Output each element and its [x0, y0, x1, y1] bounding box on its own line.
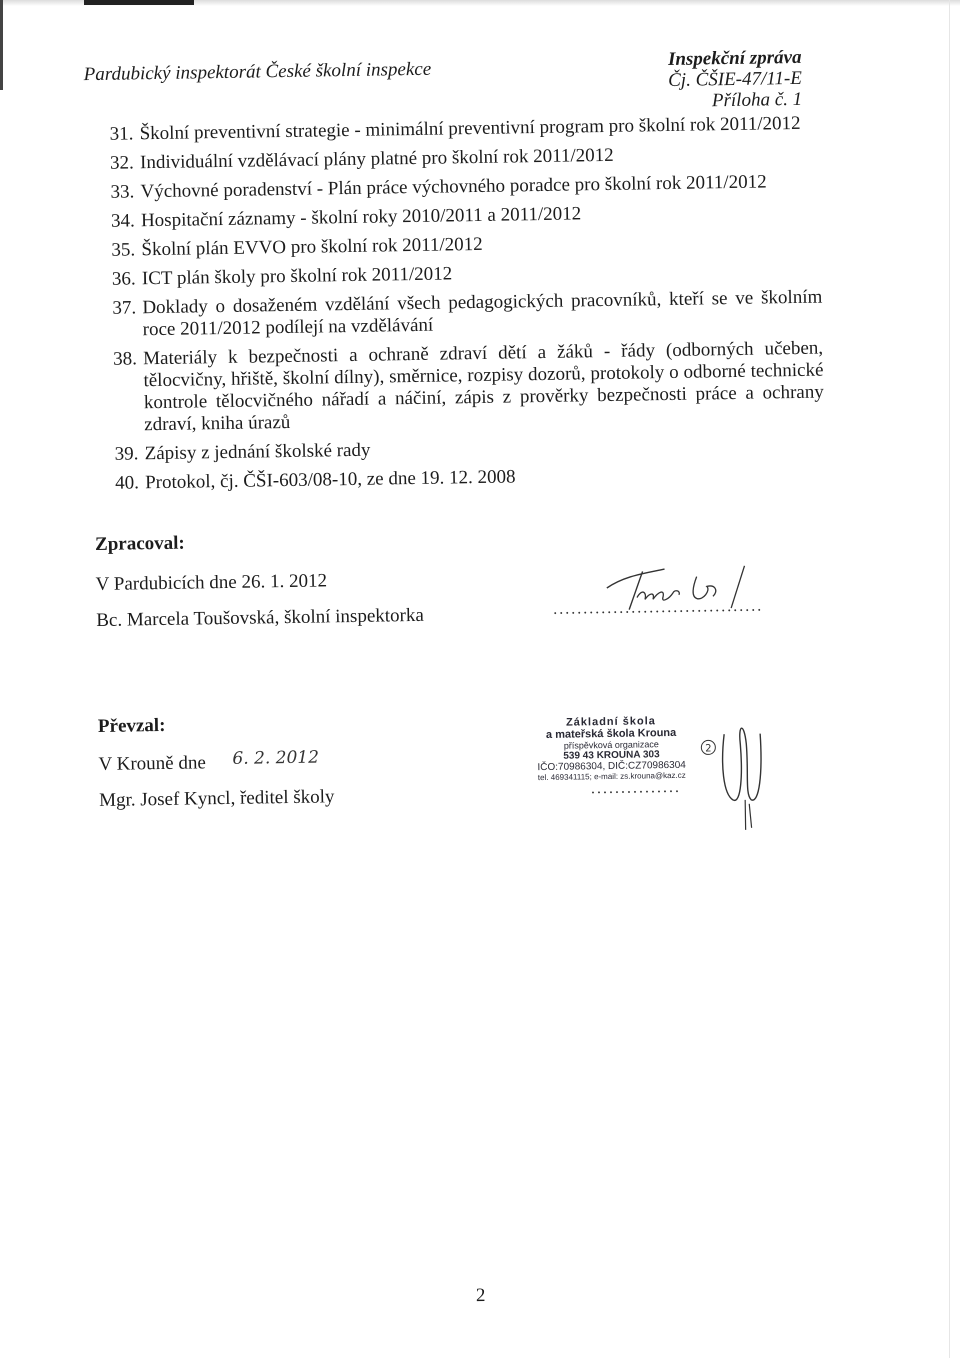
stamp-line: tel. 469341115; e-mail: zs.krouna@kaz.cz — [537, 770, 686, 783]
school-stamp — [507, 714, 716, 782]
stamp-line: a mateřská škola Krouna — [545, 726, 677, 741]
received-name: Mgr. Josef Kyncl, ředitel školy — [98, 786, 335, 812]
stamp-line: IČO:70986304, DIČ:CZ70986304 — [537, 759, 686, 774]
received-heading: Převzal: — [97, 714, 166, 738]
item-text: ICT plán školy pro školní rok 2011/2012 — [141, 263, 453, 290]
item-text: Zápisy z jednání školské rady — [144, 439, 371, 465]
prepared-place-date: V Pardubicích dne 26. 1. 2012 — [95, 570, 328, 596]
list-item — [115, 462, 825, 495]
svg-text:2: 2 — [705, 743, 712, 755]
annex-label: Příloha č. 1 — [711, 88, 803, 112]
list-item — [112, 258, 822, 291]
received-place-label: V Krouně dne — [98, 752, 206, 776]
item-number: 33. — [110, 181, 135, 203]
stamp-line: 539 43 KROUNA 303 — [563, 749, 660, 762]
prepared-heading: Zpracoval: — [94, 532, 185, 556]
page-number: 2 — [475, 1285, 486, 1307]
doc-title: Inspekční zpráva — [667, 46, 802, 70]
list-item — [111, 229, 821, 262]
item-number: 37. — [112, 297, 137, 319]
annex-list — [109, 113, 825, 502]
header-right — [668, 47, 803, 112]
stamp-line: příspěvková organizace — [563, 739, 659, 751]
item-number: 34. — [110, 210, 135, 232]
item-text: Doklady o dosaženém vzdělání všech pedagogických pracovníků, kteří se ve školním roce 2011/2012 podílejí na vzdělávání — [142, 286, 823, 341]
item-number: 40. — [114, 472, 140, 494]
list-item — [113, 338, 824, 437]
prepared-signature-line: ................................... — [553, 597, 764, 618]
item-text: Školní plán EVVO pro školní rok 2011/2012 — [141, 233, 483, 261]
svg-text:6. 2. 2012: 6. 2. 2012 — [232, 747, 320, 769]
item-text: Školní preventivní strategie - minimální preventivní program pro školní rok 2011/2012 — [139, 112, 801, 145]
item-number: 31. — [109, 123, 134, 145]
header-institution: Pardubický inspektorát České školní inspekce — [83, 58, 432, 86]
item-text: Protokol, čj. ČŠI-603/08-10, ze dne 19. 12. 2008 — [144, 466, 516, 494]
prepared-name: Bc. Marcela Toušovská, školní inspektorka — [96, 604, 424, 632]
list-item — [110, 171, 820, 204]
item-number: 39. — [114, 443, 139, 465]
item-number: 32. — [109, 152, 135, 174]
item-text: Hospitační záznamy - školní roky 2010/2011 a 2011/2012 — [140, 203, 582, 232]
list-item — [110, 142, 820, 175]
item-text: Výchovné poradenství - Plán práce výchovného poradce pro školní rok 2011/2012 — [140, 171, 767, 203]
item-number: 38. — [113, 348, 138, 370]
received-signature-line: ............... — [590, 778, 682, 798]
doc-reference: Čj. ČŠIE-47/11-E — [668, 67, 803, 91]
handwritten-date — [230, 743, 320, 774]
item-number: 35. — [111, 239, 136, 261]
list-item — [111, 200, 821, 233]
list-item — [115, 433, 825, 466]
stamp-line: Základní škola — [565, 715, 656, 729]
item-text: Materiály k bezpečnosti a ochraně zdraví dětí a žáků - řády (odborných učeben, tělocvičny, hřiště, školní dílny), směrnice, rozpisy dozorů, protokoly o odborné technické kontrole tělocvičného nářadí a náčiní, zápis z prověrky bezpečnosti práce a ochrany zdraví, kniha úrazů — [143, 337, 824, 436]
list-item — [109, 113, 819, 146]
list-item — [112, 287, 823, 342]
item-number: 36. — [111, 268, 136, 290]
inspector-signature — [584, 556, 765, 617]
director-signature — [714, 703, 776, 834]
item-text: Individuální vzdělávací plány platné pro školní rok 2011/2012 — [139, 144, 614, 174]
